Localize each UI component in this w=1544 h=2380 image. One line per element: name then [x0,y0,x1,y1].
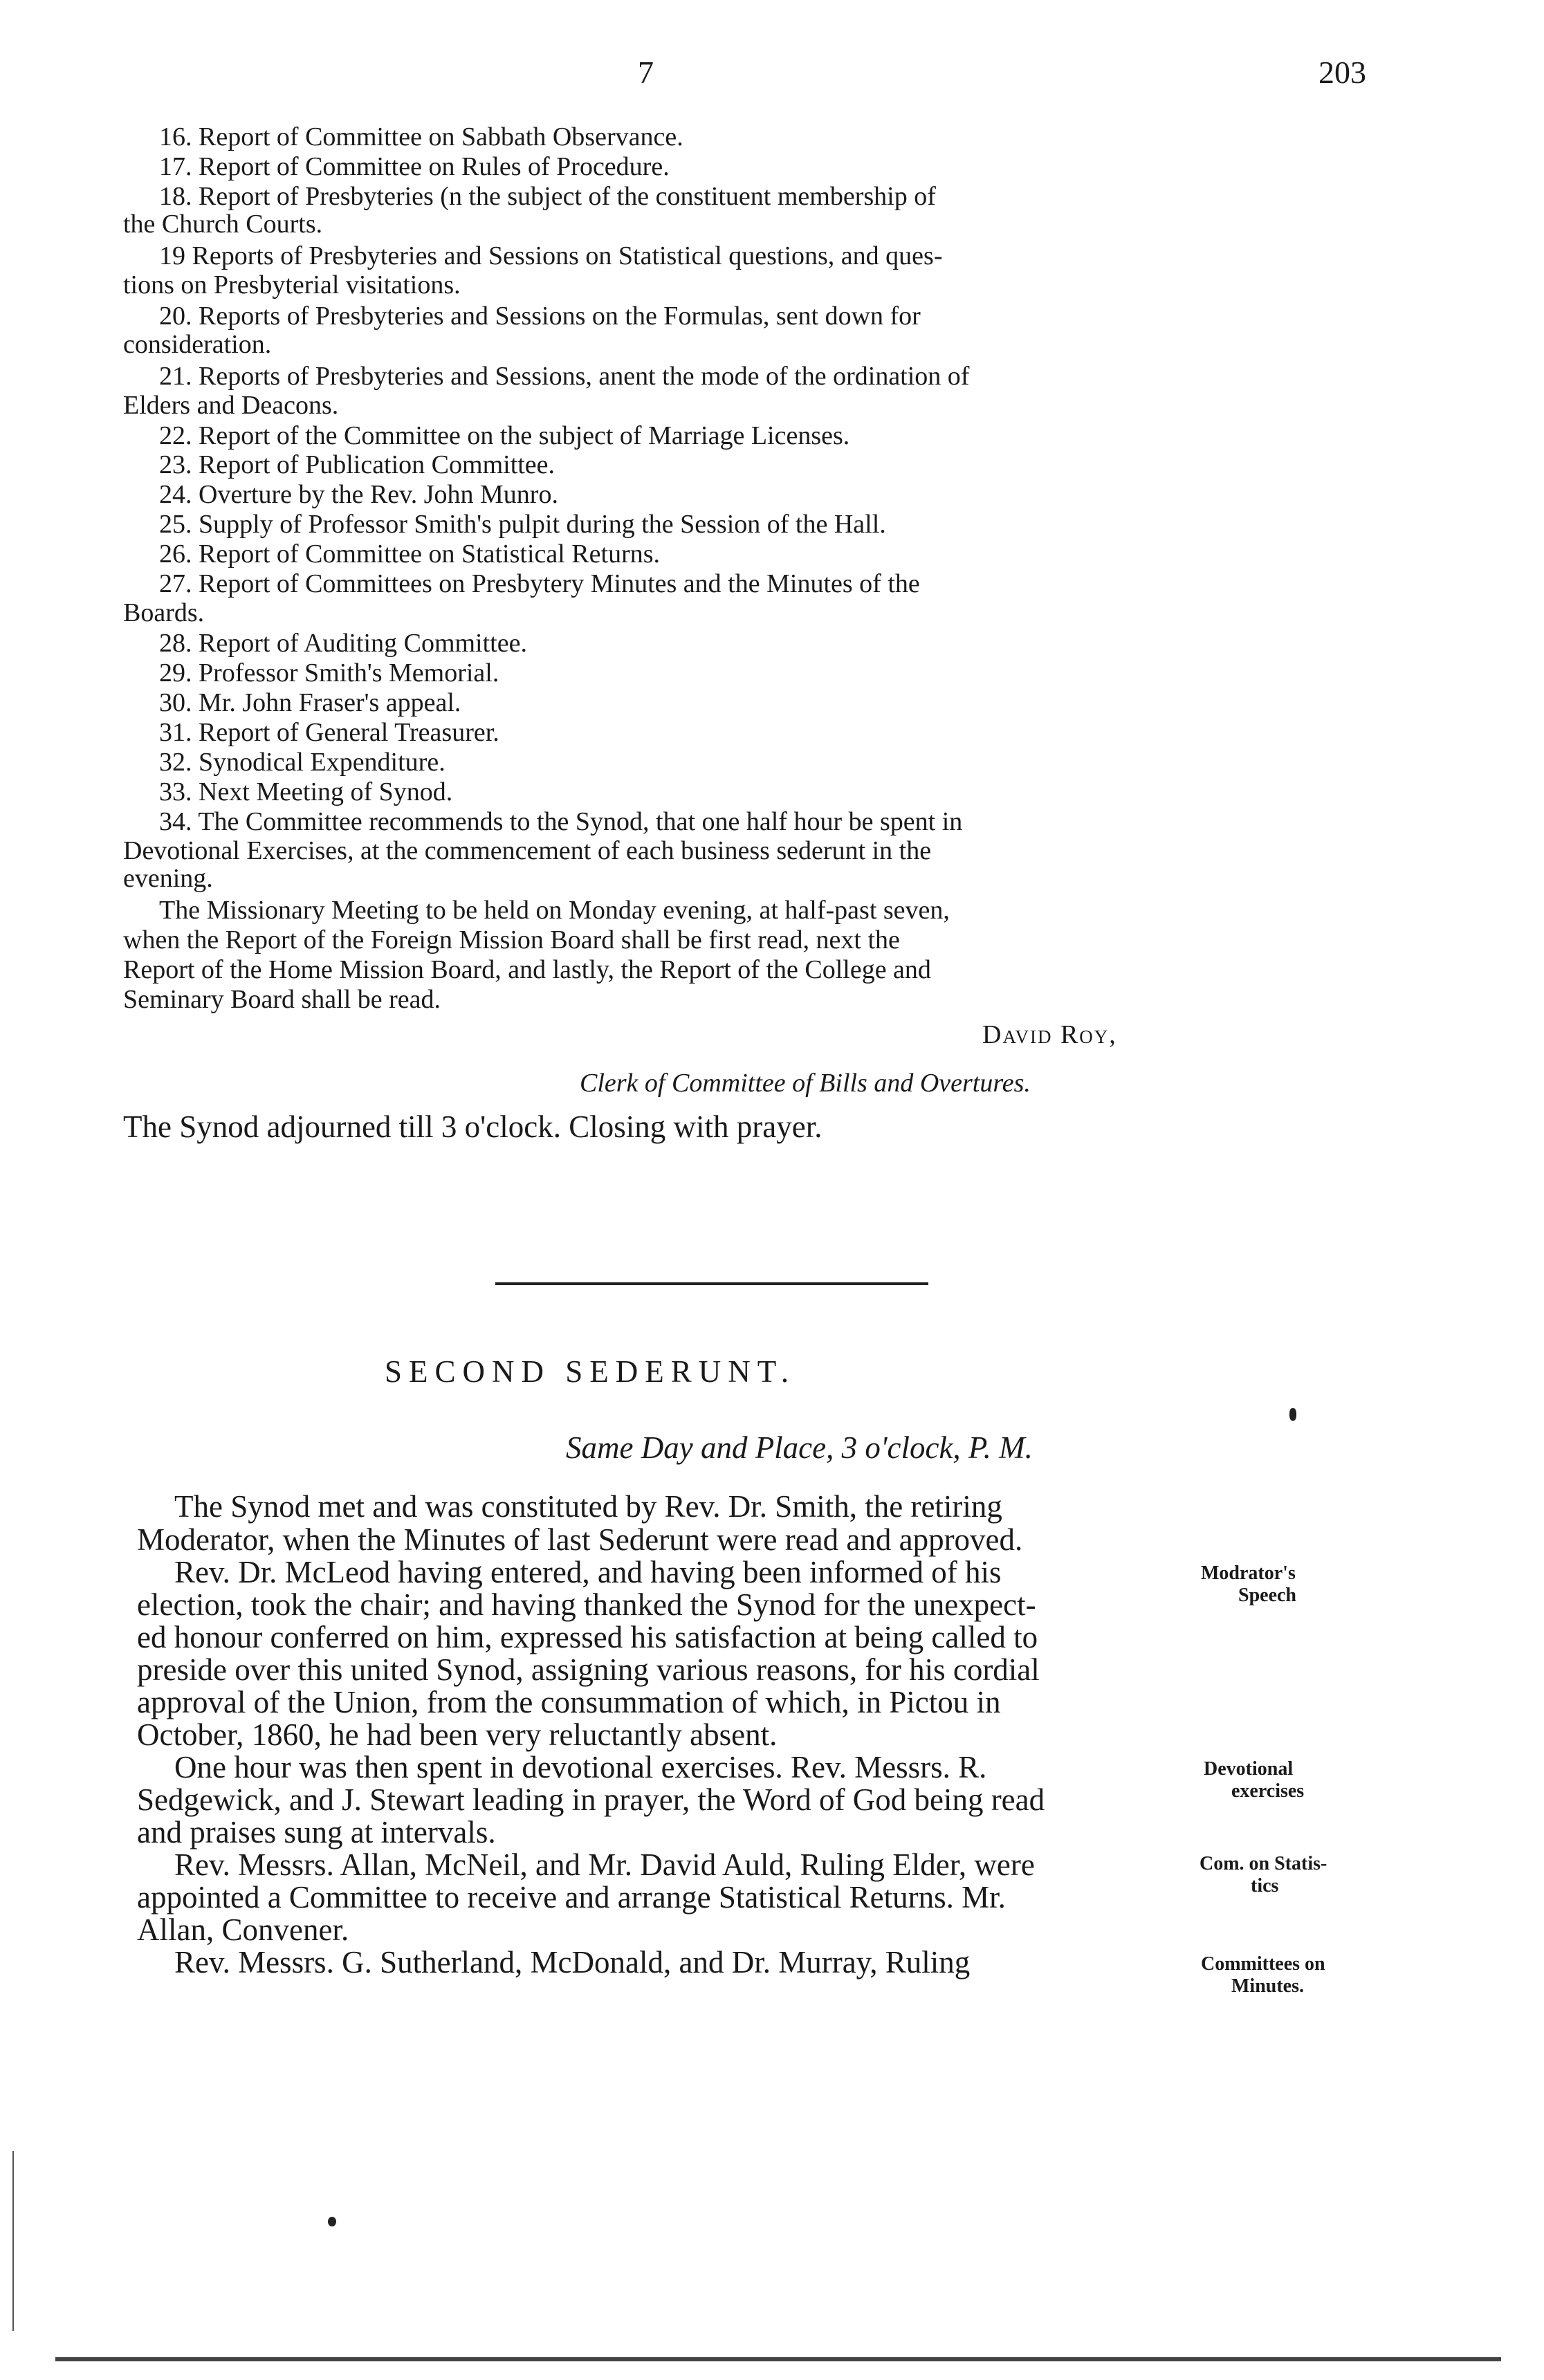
signature-title: Clerk of Committee of Bills and Overtures. [580,1069,1031,1098]
agenda-line: 26. Report of Committee on Statistical Returns. [159,539,661,569]
section-title: SECOND SEDERUNT. [385,1354,796,1389]
agenda-line: 19 Reports of Presbyteries and Sessions on Statistical questions, and ques- [159,241,943,270]
agenda-line: the Church Courts. [123,210,323,239]
body-line: Sedgewick, and J. Stewart leading in prayer, the Word of God being read [137,1782,1045,1817]
body-line: Rev. Dr. McLeod having entered, and having been informed of his [174,1555,1002,1589]
agenda-line: 34. The Committee recommends to the Synod, that one half hour be spent in [159,807,963,836]
signature-name: David Roy, [982,1020,1117,1049]
agenda-line: 28. Report of Auditing Committee. [159,629,527,658]
section-subtitle: Same Day and Place, 3 o'clock, P. M. [566,1430,1033,1465]
agenda-line: 33. Next Meeting of Synod. [159,777,453,806]
body-line: appointed a Committee to receive and arrange Statistical Returns. Mr. [137,1880,1006,1915]
body-line: The Synod met and was constituted by Rev. Dr. Smith, the retiring [174,1489,1002,1524]
body-line: election, took the chair; and having thanked the Synod for the unexpect- [137,1587,1036,1622]
agenda-line: 29. Professor Smith's Memorial. [159,658,499,688]
body-line: Rev. Messrs. G. Sutherland, McDonald, and Dr. Murray, Ruling [174,1945,971,1980]
margin-note: exercises [1231,1780,1305,1802]
agenda-line: 21. Reports of Presbyteries and Sessions, anent the mode of the ordination of [159,362,970,391]
agenda-line: Boards. [123,598,205,627]
agenda-line: 22. Report of the Committee on the subject of Marriage Licenses. [159,421,850,450]
margin-note: Minutes. [1231,1975,1304,1997]
agenda-line: 23. Report of Publication Committee. [159,450,555,479]
body-line: October, 1860, he had been very reluctantly absent. [137,1717,778,1752]
margin-note: tics [1251,1875,1279,1897]
agenda-line: consideration. [123,330,272,359]
scan-edge-line [12,2151,14,2331]
margin-note: Speech [1238,1585,1296,1606]
agenda-line: Devotional Exercises, at the commencement of each business sederunt in the [123,836,932,865]
agenda-line: evening. [123,864,213,893]
agenda-line: 27. Report of Committees on Presbytery Minutes and the Minutes of the [159,569,920,598]
agenda-line: 17. Report of Committee on Rules of Procedure. [159,152,670,181]
body-line: approval of the Union, from the consummation of which, in Pictou in [137,1685,1001,1719]
body-line: Allan, Convener. [137,1912,349,1947]
agenda-line: 18. Report of Presbyteries (n the subject of the constituent membership of [159,182,936,211]
body-line: Moderator, when the Minutes of last Sederunt were read and approved. [137,1522,1023,1557]
margin-note: Devotional [1204,1758,1294,1780]
agenda-line: Report of the Home Mission Board, and lastly, the Report of the College and [123,955,931,984]
agenda-line: Seminary Board shall be read. [123,985,441,1014]
margin-note: Com. on Statis- [1200,1853,1327,1874]
adjourned-line: The Synod adjourned till 3 o'clock. Closing with prayer. [123,1109,822,1144]
agenda-line: 32. Synodical Expenditure. [159,748,445,777]
scan-dot [1289,1408,1296,1421]
margin-note: Committees on [1201,1953,1325,1975]
agenda-line: when the Report of the Foreign Mission Board shall be first read, next the [123,925,900,954]
body-line: preside over this united Synod, assigning various reasons, for his cordial [137,1652,1040,1687]
agenda-line: 20. Reports of Presbyteries and Sessions on the Formulas, sent down for [159,302,921,331]
agenda-line: 31. Report of General Treasurer. [159,718,499,747]
body-line: One hour was then spent in devotional exercises. Rev. Messrs. R. [174,1750,987,1784]
agenda-line: 25. Supply of Professor Smith's pulpit during the Session of the Hall. [159,510,886,539]
agenda-line: 24. Overture by the Rev. John Munro. [159,480,558,509]
agenda-line: 16. Report of Committee on Sabbath Observance. [159,122,683,151]
agenda-line: The Missionary Meeting to be held on Monday evening, at half-past seven, [159,896,950,925]
signature-mark: 7 [638,55,654,90]
margin-note: Modrator's [1201,1562,1296,1584]
scan-bottom-smudge [55,2357,1501,2361]
body-line: ed honour conferred on him, expressed his satisfaction at being called to [137,1620,1038,1654]
agenda-line: 30. Mr. John Fraser's appeal. [159,688,461,717]
agenda-line: Elders and Deacons. [123,391,339,420]
page-number: 203 [1318,55,1366,90]
section-divider [495,1282,928,1285]
scan-dot [328,2217,336,2226]
agenda-line: tions on Presbyterial visitations. [123,270,461,299]
body-line: and praises sung at intervals. [137,1815,496,1849]
body-line: Rev. Messrs. Allan, McNeil, and Mr. David Auld, Ruling Elder, were [174,1847,1035,1882]
